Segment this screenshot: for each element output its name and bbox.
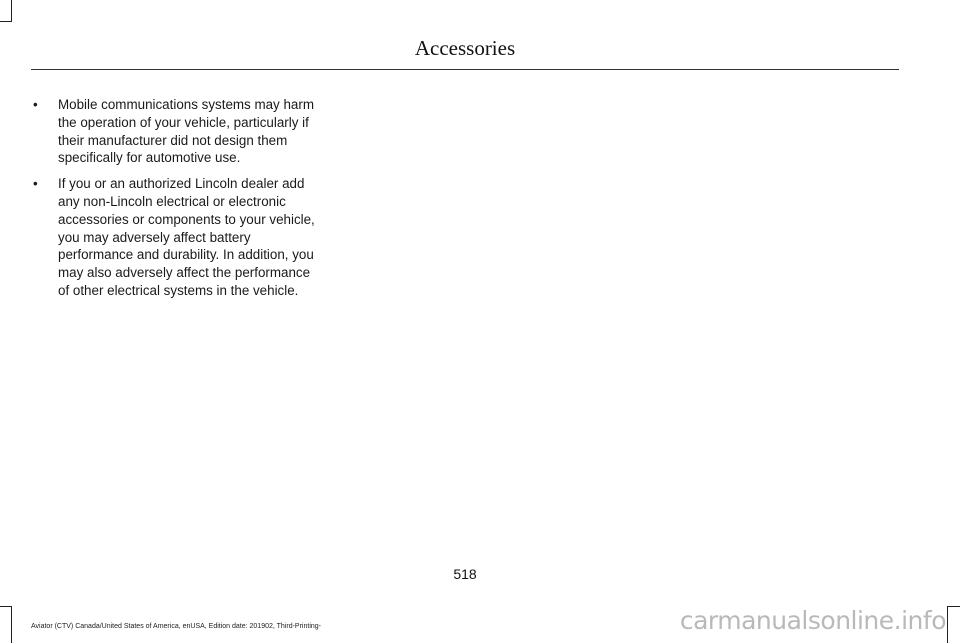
crop-mark-bottom-left-horizontal	[0, 606, 12, 607]
crop-mark-top-left-vertical	[11, 0, 12, 22]
page-number: 518	[453, 566, 477, 582]
bullet-icon: •	[33, 97, 38, 112]
crop-mark-bottom-right-horizontal	[947, 606, 960, 607]
crop-mark-bottom-left-vertical	[11, 606, 12, 643]
bullet-item-electrical-accessories	[31, 175, 321, 300]
title-divider	[31, 69, 899, 70]
bullet-list	[31, 96, 321, 308]
watermark: carmanualsonline.info	[679, 606, 946, 635]
bullet-item-mobile-communications	[31, 96, 321, 167]
bullet-icon: •	[33, 176, 38, 192]
edition-footer: Aviator (CTV) Canada/United States of America, enUSA, Edition date: 201902, Third-Printing-	[31, 623, 322, 630]
bullet-text: Mobile communications systems may harm the operation of your vehicle, particularly if their manufacturer did not design them specifically for automotive use.	[58, 97, 314, 166]
crop-mark-top-left-horizontal	[0, 21, 12, 22]
crop-mark-bottom-right-vertical	[947, 606, 948, 643]
section-title: Accessories	[414, 36, 516, 60]
bullet-text: If you or an authorized Lincoln dealer add any non-Lincoln electrical or electronic accessories or components to your vehicle, you may adversely affect battery performance and durability. In addition, you may also adversely affect the performance of other electrical systems in the vehicle.	[58, 176, 315, 298]
